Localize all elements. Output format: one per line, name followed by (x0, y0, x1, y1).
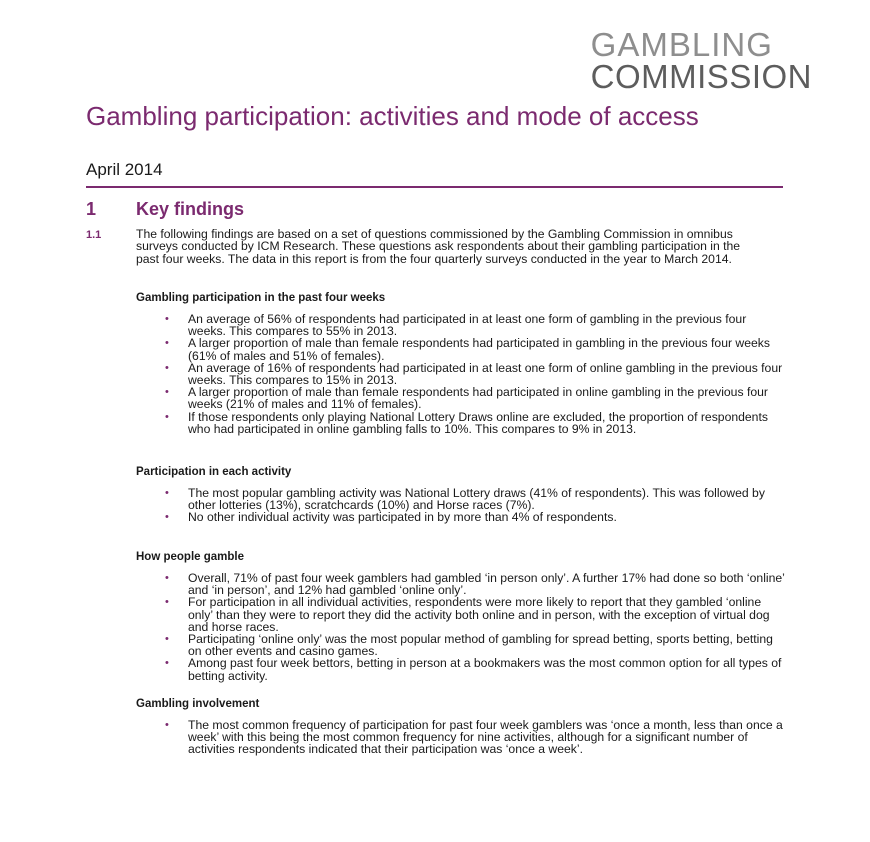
bullet-list (136, 313, 786, 435)
bullet-icon: • (165, 386, 169, 399)
list-item: • Participating ‘online only’ was the most popular method of gambling for spread betting, sports betting, betting on other events and casino games. (165, 632, 773, 659)
list-item: • An average of 56% of respondents had participated in at least one form of gambling in the previous four weeks. This compares to 55% in 2013. (165, 312, 747, 339)
list-item: • The most common frequency of participation for past four week gamblers was ‘once a month, less than once a week’ with this being the most common frequency for nine activities, although for a significant number of activities respondents indicated that their participation was ‘once a week’. (165, 718, 783, 757)
subsection-how-people-gamble (136, 550, 786, 682)
section-title: Key findings (136, 199, 245, 219)
logo-line-1: GAMBLING (590, 26, 773, 63)
document-date: April 2014 (86, 160, 163, 179)
list-item: • Overall, 71% of past four week gamblers had gambled ‘in person only’. A further 17% had done so both ‘online’ and ‘in person’, and 12% had gambled ‘online only’. (165, 571, 785, 598)
bullet-icon: • (165, 487, 169, 499)
list-item: • For participation in all individual activities, respondents were more likely to report that they gambled ‘online only’ than they were to report they did the activity both online and in person, with the exception of virtual dog and horse races. (165, 595, 770, 634)
gambling-commission-logo (591, 28, 812, 93)
list-item: • The most popular gambling activity was National Lottery draws (41% of respondents). This was followed by other lotteries (13%), scratchcards (10%) and Horse races (7%). (165, 486, 765, 513)
subsection-heading: Participation in each activity (136, 466, 292, 478)
intro-paragraph: The following findings are based on a set of questions commissioned by the Gambling Commission in omnibus surveys conducted by ICM Research. These questions ask respondents about their gambling participation in the past four weeks. The data in this report is from the four quarterly surveys conducted in the year to March 2014. (136, 227, 741, 266)
bullet-icon: • (165, 337, 169, 350)
subsection-heading: Gambling participation in the past four weeks (136, 292, 386, 304)
bullet-icon: • (165, 511, 169, 524)
title-divider (86, 186, 783, 188)
bullet-icon: • (165, 313, 169, 325)
subsection-heading: How people gamble (136, 551, 244, 563)
subsection-heading: Gambling involvement (136, 698, 260, 710)
bullet-icon: • (165, 361, 169, 374)
bullet-icon: • (165, 657, 169, 670)
logo-line-2: COMMISSION (590, 58, 812, 95)
list-item: • A larger proportion of male than female respondents had participated in online gambling in the previous four weeks (21% of males and 11% of females). (165, 385, 768, 412)
bullet-icon: • (165, 410, 169, 423)
bullet-list (136, 719, 786, 756)
section-number: 1 (86, 199, 97, 219)
bullet-icon: • (165, 596, 169, 609)
document-title: Gambling participation: activities and mode of access (86, 101, 699, 131)
bullet-list (136, 572, 786, 682)
list-item: • Among past four week bettors, betting in person at a bookmakers was the most common option for all types of betting activity. (165, 656, 782, 683)
list-item: • An average of 16% of respondents had participated in at least one form of online gambling in the previous four weeks. This compares to 15% in 2013. (165, 360, 783, 388)
subsection-participation-past-four-weeks (136, 291, 786, 435)
subsection-participation-each-activity (136, 465, 786, 524)
bullet-icon: • (165, 572, 169, 584)
list-item: • A larger proportion of male than female respondents had participated in gambling in the previous four weeks (61% of males and 51% of females). (165, 336, 770, 363)
bullet-icon: • (165, 719, 169, 731)
list-item: • No other individual activity was participated in by more than 4% of respondents. (165, 510, 617, 525)
list-item: • If those respondents only playing National Lottery Draws online are excluded, the proportion of respondents who had participated in online gambling falls to 10%. This compares to 9% in 2013. (165, 409, 768, 436)
paragraph-number: 1.1 (86, 229, 102, 241)
bullet-icon: • (165, 633, 169, 646)
bullet-list (136, 487, 786, 524)
subsection-gambling-involvement (136, 697, 786, 756)
